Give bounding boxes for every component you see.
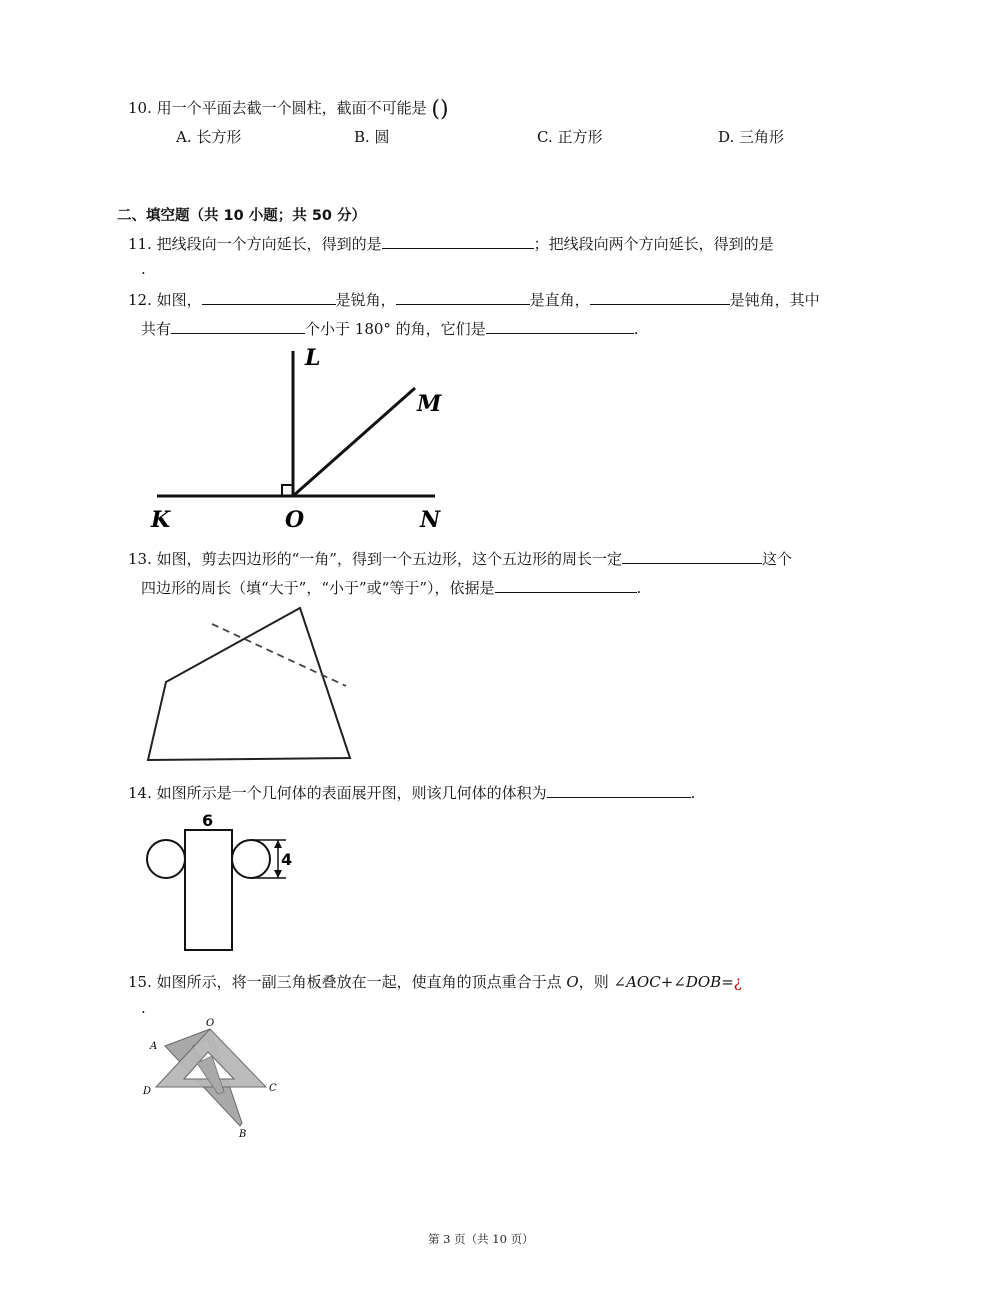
q12-blank-count[interactable] xyxy=(171,319,305,334)
q14-blank-volume[interactable] xyxy=(547,783,691,798)
q13-quadrilateral-figure xyxy=(140,600,360,770)
net-rectangle xyxy=(185,830,232,950)
q12-line2 xyxy=(141,318,638,339)
q15-point-o: O xyxy=(566,973,579,991)
q12-blank-acute[interactable] xyxy=(202,290,336,305)
q12-p3: 是直角， xyxy=(529,291,590,309)
q12-p4: 是钝角，其中 xyxy=(729,291,820,309)
label-o: O xyxy=(206,1018,215,1029)
q13-blank-compare[interactable] xyxy=(622,549,762,564)
q14-net-figure xyxy=(140,808,310,956)
ray-om xyxy=(293,388,415,496)
q13-p1: 13. 如图，剪去四边形的“一角”，得到一个五边形，这个五边形的周长一定 xyxy=(128,550,622,568)
q12-p5: 共有 xyxy=(141,320,172,338)
q12-line1 xyxy=(128,289,820,310)
q10-option-c: C. 正方形 xyxy=(537,128,603,146)
quadrilateral xyxy=(148,608,350,760)
q11-part2: ；把线段向两个方向延长，得到的是 xyxy=(533,235,774,253)
label-n: N xyxy=(420,507,441,533)
q14-text: 14. 如图所示是一个几何体的表面展开图，则该几何体的体积为 xyxy=(128,784,547,802)
q14-line xyxy=(128,782,695,803)
q12-blank-angles[interactable] xyxy=(486,319,634,334)
q11-line xyxy=(128,233,774,254)
q12-p2: 是锐角， xyxy=(335,291,396,309)
label-m: M xyxy=(417,391,442,417)
q13-end: . xyxy=(636,579,642,597)
q13-p3: 四边形的周长（填“大于”，“小于”或“等于”），依据是 xyxy=(141,579,495,597)
label-o: O xyxy=(285,507,305,533)
q13-p2: 这个 xyxy=(761,550,792,568)
q10-stem: 10. 用一个平面去截一个圆柱，截面不可能是 xyxy=(128,99,427,117)
q10-answer-paren: () xyxy=(431,97,449,122)
q10-option-d: D. 三角形 xyxy=(718,128,785,146)
q12-end: . xyxy=(633,320,639,338)
q12-blank-obtuse[interactable] xyxy=(590,290,730,305)
q12-p6: 个小于 180° 的角，它们是 xyxy=(305,320,486,338)
q12-blank-right[interactable] xyxy=(396,290,530,305)
label-c: C xyxy=(269,1083,277,1094)
q15-formula: ∠AOC+∠DOB= xyxy=(613,973,734,991)
q14-end: . xyxy=(690,784,696,802)
q12-p1: 12. 如图， xyxy=(128,291,202,309)
q15-triangles-figure xyxy=(138,1016,288,1141)
dim-arrow-down xyxy=(274,870,282,878)
q10-option-a: A. 长方形 xyxy=(176,128,242,146)
q13-line1 xyxy=(128,548,792,569)
q13-line2 xyxy=(141,577,641,598)
q11-end: . xyxy=(141,260,146,278)
page-footer: 第 3 页（共 10 页） xyxy=(428,1232,534,1246)
q15-p2: ，则 xyxy=(578,973,609,991)
q10-stem-line xyxy=(128,96,449,122)
q15-p1: 15. 如图所示，将一副三角板叠放在一起，使直角的顶点重合于点 xyxy=(128,973,562,991)
q10-option-b: B. 圆 xyxy=(354,128,390,146)
section2-title: 二、填空题（共 10 小题；共 50 分） xyxy=(117,208,367,224)
cut-line xyxy=(212,624,346,686)
label-b: B xyxy=(239,1129,247,1140)
q12-angle-figure xyxy=(145,345,455,535)
q11-blank-1[interactable] xyxy=(382,234,534,249)
q11-part1: 11. 把线段向一个方向延长，得到的是 xyxy=(128,235,382,253)
label-d: D xyxy=(143,1086,152,1097)
label-l: L xyxy=(305,345,321,371)
q15-tail: ¿ xyxy=(733,973,742,991)
label-k: K xyxy=(151,507,171,533)
right-angle-mark xyxy=(282,485,293,496)
net-circle-right xyxy=(232,840,270,878)
label-a: A xyxy=(150,1041,158,1052)
net-circle-left xyxy=(147,840,185,878)
q13-blank-reason[interactable] xyxy=(495,578,637,593)
q15-line xyxy=(128,971,742,992)
label-width-6: 6 xyxy=(202,811,214,830)
dim-arrow-up xyxy=(274,840,282,848)
label-height-4: 4 xyxy=(281,850,293,869)
q15-end: . xyxy=(141,999,146,1017)
